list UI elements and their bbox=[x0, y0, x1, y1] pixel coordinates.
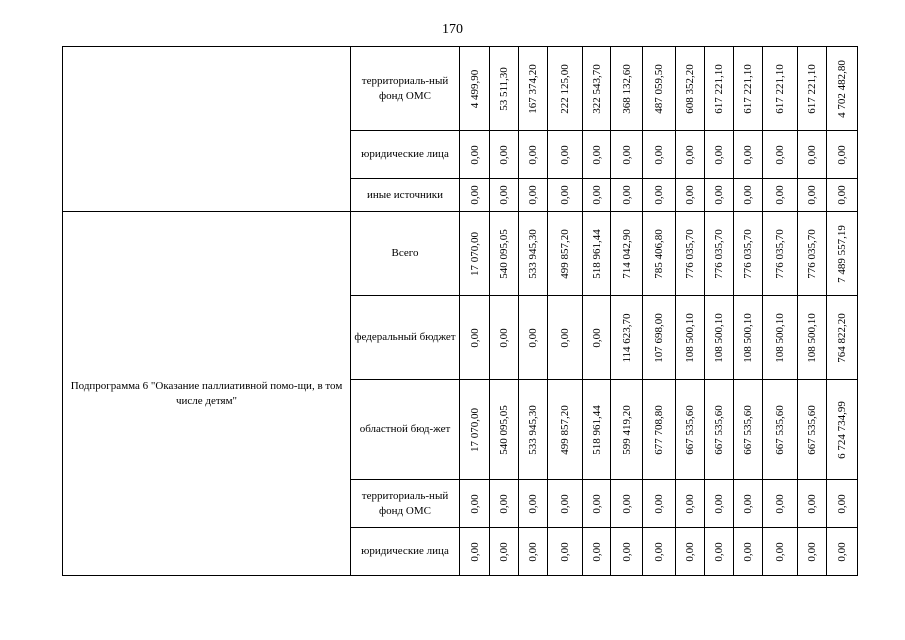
value-cell bbox=[705, 47, 734, 131]
value-text: 6 724 734,99 bbox=[835, 400, 848, 459]
value-text: 114 623,70 bbox=[620, 312, 633, 363]
value-cell bbox=[763, 480, 798, 528]
value-text: 0,00 bbox=[526, 541, 539, 562]
value-text: 764 822,20 bbox=[835, 312, 848, 363]
value-cell bbox=[548, 296, 583, 380]
value-text: 0,00 bbox=[741, 541, 754, 562]
value-text: 0,00 bbox=[741, 493, 754, 514]
value-cell bbox=[583, 212, 611, 296]
value-text: 108 500,10 bbox=[712, 312, 725, 363]
value-cell bbox=[676, 380, 705, 480]
funding-source-cell: юридические лица bbox=[351, 131, 460, 179]
value-text: 0,00 bbox=[805, 185, 818, 205]
value-cell bbox=[490, 528, 519, 576]
value-cell bbox=[611, 131, 643, 179]
value-cell bbox=[460, 380, 490, 480]
value-cell bbox=[734, 47, 763, 131]
value-cell bbox=[734, 528, 763, 576]
value-text: 617 221,10 bbox=[712, 63, 725, 114]
value-cell bbox=[583, 480, 611, 528]
value-cell bbox=[611, 179, 643, 212]
value-cell bbox=[519, 528, 548, 576]
value-text: 776 035,70 bbox=[805, 228, 818, 279]
value-text: 0,00 bbox=[683, 493, 696, 514]
table-row bbox=[63, 47, 858, 131]
value-text: 499 857,20 bbox=[558, 228, 571, 279]
table-row bbox=[63, 212, 858, 296]
value-cell bbox=[460, 47, 490, 131]
value-cell bbox=[734, 380, 763, 480]
funding-source-cell: юридические лица bbox=[351, 528, 460, 576]
value-cell bbox=[705, 131, 734, 179]
value-cell bbox=[519, 47, 548, 131]
value-text: 108 500,10 bbox=[773, 312, 786, 363]
value-text: 776 035,70 bbox=[773, 228, 786, 279]
value-text: 776 035,70 bbox=[683, 228, 696, 279]
value-text: 0,00 bbox=[835, 144, 848, 165]
value-cell bbox=[611, 528, 643, 576]
funding-source-cell: территориаль-ный фонд ОМС bbox=[351, 480, 460, 528]
value-text: 222 125,00 bbox=[558, 63, 571, 114]
funding-source-cell: Всего bbox=[351, 212, 460, 296]
value-text: 0,00 bbox=[590, 327, 603, 348]
value-cell bbox=[705, 480, 734, 528]
table-body bbox=[63, 47, 858, 576]
value-cell bbox=[490, 179, 519, 212]
value-text: 0,00 bbox=[773, 541, 786, 562]
page-number: 170 bbox=[442, 22, 463, 37]
value-text: 4 702 482,80 bbox=[835, 59, 848, 118]
value-text: 0,00 bbox=[590, 144, 603, 165]
value-text: 0,00 bbox=[558, 327, 571, 348]
value-cell bbox=[548, 131, 583, 179]
value-text: 0,00 bbox=[712, 144, 725, 165]
value-text: 0,00 bbox=[683, 185, 696, 205]
value-cell bbox=[519, 131, 548, 179]
value-cell bbox=[519, 212, 548, 296]
value-cell bbox=[798, 296, 827, 380]
value-cell bbox=[460, 528, 490, 576]
value-text: 776 035,70 bbox=[712, 228, 725, 279]
value-cell bbox=[583, 179, 611, 212]
value-cell bbox=[643, 212, 676, 296]
value-text: 0,00 bbox=[497, 144, 510, 165]
value-text: 0,00 bbox=[558, 493, 571, 514]
value-text: 0,00 bbox=[526, 185, 539, 205]
value-cell bbox=[827, 480, 858, 528]
value-cell bbox=[490, 131, 519, 179]
value-cell bbox=[548, 528, 583, 576]
value-cell bbox=[548, 212, 583, 296]
value-cell bbox=[827, 47, 858, 131]
value-text: 0,00 bbox=[620, 144, 633, 165]
value-cell bbox=[798, 179, 827, 212]
value-text: 0,00 bbox=[497, 541, 510, 562]
value-cell bbox=[519, 296, 548, 380]
value-text: 0,00 bbox=[468, 144, 481, 165]
value-text: 0,00 bbox=[683, 144, 696, 165]
value-cell bbox=[798, 131, 827, 179]
value-cell bbox=[734, 212, 763, 296]
value-text: 0,00 bbox=[558, 144, 571, 165]
value-text: 499 857,20 bbox=[558, 404, 571, 455]
value-text: 0,00 bbox=[712, 541, 725, 562]
value-text: 167 374,20 bbox=[526, 63, 539, 114]
value-cell bbox=[583, 380, 611, 480]
value-cell bbox=[705, 380, 734, 480]
value-text: 776 035,70 bbox=[741, 228, 754, 279]
value-cell bbox=[763, 212, 798, 296]
value-cell bbox=[763, 296, 798, 380]
value-cell bbox=[643, 380, 676, 480]
value-cell bbox=[643, 131, 676, 179]
value-cell bbox=[827, 380, 858, 480]
value-cell bbox=[676, 47, 705, 131]
value-text: 368 132,60 bbox=[620, 63, 633, 114]
value-text: 0,00 bbox=[526, 493, 539, 514]
value-text: 677 708,80 bbox=[652, 404, 665, 455]
value-text: 0,00 bbox=[590, 541, 603, 562]
value-cell bbox=[490, 480, 519, 528]
value-cell bbox=[611, 212, 643, 296]
value-text: 0,00 bbox=[590, 493, 603, 514]
value-cell bbox=[583, 528, 611, 576]
value-text: 533 945,30 bbox=[526, 404, 539, 455]
value-cell bbox=[798, 480, 827, 528]
value-cell bbox=[734, 179, 763, 212]
value-text: 0,00 bbox=[497, 493, 510, 514]
value-cell bbox=[827, 131, 858, 179]
value-cell bbox=[827, 528, 858, 576]
value-text: 0,00 bbox=[741, 144, 754, 165]
value-cell bbox=[798, 380, 827, 480]
value-text: 608 352,20 bbox=[683, 63, 696, 114]
value-cell bbox=[548, 47, 583, 131]
value-text: 0,00 bbox=[526, 327, 539, 348]
value-text: 0,00 bbox=[558, 185, 571, 205]
program-name-cell: Подпрограмма 6 "Оказание паллиативной помо-щи, в том числе детям" bbox=[63, 212, 351, 576]
value-text: 667 535,60 bbox=[805, 404, 818, 455]
value-cell bbox=[643, 296, 676, 380]
value-text: 0,00 bbox=[497, 327, 510, 348]
value-cell bbox=[611, 47, 643, 131]
value-cell bbox=[548, 380, 583, 480]
value-cell bbox=[705, 179, 734, 212]
value-cell bbox=[548, 480, 583, 528]
value-text: 0,00 bbox=[683, 541, 696, 562]
value-cell bbox=[676, 480, 705, 528]
value-text: 0,00 bbox=[652, 541, 665, 562]
value-text: 107 698,00 bbox=[652, 312, 665, 363]
value-cell bbox=[583, 47, 611, 131]
value-text: 4 499,90 bbox=[468, 69, 481, 108]
value-cell bbox=[583, 296, 611, 380]
value-cell bbox=[827, 179, 858, 212]
value-text: 518 961,44 bbox=[590, 228, 603, 279]
value-cell bbox=[763, 179, 798, 212]
value-text: 0,00 bbox=[773, 493, 786, 514]
value-cell bbox=[676, 131, 705, 179]
value-text: 0,00 bbox=[712, 185, 725, 205]
value-text: 667 535,60 bbox=[741, 404, 754, 455]
value-text: 540 095,05 bbox=[497, 228, 510, 279]
value-text: 322 543,70 bbox=[590, 63, 603, 114]
value-text: 0,00 bbox=[652, 144, 665, 165]
value-text: 0,00 bbox=[620, 493, 633, 514]
value-cell bbox=[460, 296, 490, 380]
value-cell bbox=[490, 47, 519, 131]
program-name-cell bbox=[63, 47, 351, 212]
funding-source-cell: территориаль-ный фонд ОМС bbox=[351, 47, 460, 131]
value-cell bbox=[548, 179, 583, 212]
value-cell bbox=[643, 179, 676, 212]
value-text: 0,00 bbox=[468, 541, 481, 562]
value-cell bbox=[583, 131, 611, 179]
value-text: 17 070,00 bbox=[468, 231, 481, 276]
budget-table bbox=[62, 46, 858, 576]
value-text: 0,00 bbox=[805, 541, 818, 562]
value-text: 540 095,05 bbox=[497, 404, 510, 455]
value-text: 108 500,10 bbox=[683, 312, 696, 363]
value-text: 599 419,20 bbox=[620, 404, 633, 455]
value-text: 53 511,30 bbox=[497, 66, 510, 111]
value-cell bbox=[705, 212, 734, 296]
value-text: 7 489 557,19 bbox=[835, 224, 848, 283]
value-text: 0,00 bbox=[741, 185, 754, 205]
value-cell bbox=[611, 296, 643, 380]
value-text: 0,00 bbox=[835, 493, 848, 514]
value-text: 518 961,44 bbox=[590, 404, 603, 455]
value-text: 667 535,60 bbox=[683, 404, 696, 455]
value-cell bbox=[490, 380, 519, 480]
value-text: 617 221,10 bbox=[805, 63, 818, 114]
value-cell bbox=[676, 212, 705, 296]
value-text: 0,00 bbox=[835, 185, 848, 205]
value-text: 0,00 bbox=[773, 144, 786, 165]
value-text: 108 500,10 bbox=[805, 312, 818, 363]
value-text: 487 059,50 bbox=[652, 63, 665, 114]
value-text: 0,00 bbox=[620, 541, 633, 562]
funding-source-cell: иные источники bbox=[351, 179, 460, 212]
value-cell bbox=[611, 380, 643, 480]
funding-source-cell: областной бюд-жет bbox=[351, 380, 460, 480]
value-text: 714 042,90 bbox=[620, 228, 633, 279]
value-text: 0,00 bbox=[652, 185, 665, 205]
value-cell bbox=[734, 480, 763, 528]
value-text: 667 535,60 bbox=[712, 404, 725, 455]
value-cell bbox=[460, 131, 490, 179]
value-cell bbox=[460, 179, 490, 212]
value-cell bbox=[611, 480, 643, 528]
value-text: 0,00 bbox=[620, 185, 633, 205]
value-text: 0,00 bbox=[558, 541, 571, 562]
value-text: 0,00 bbox=[468, 493, 481, 514]
value-text: 0,00 bbox=[805, 493, 818, 514]
value-text: 0,00 bbox=[468, 327, 481, 348]
funding-source-cell: федеральный бюджет bbox=[351, 296, 460, 380]
value-text: 0,00 bbox=[590, 185, 603, 205]
value-cell bbox=[676, 296, 705, 380]
value-cell bbox=[705, 296, 734, 380]
value-cell bbox=[763, 131, 798, 179]
value-cell bbox=[676, 528, 705, 576]
value-cell bbox=[676, 179, 705, 212]
value-cell bbox=[798, 47, 827, 131]
value-text: 533 945,30 bbox=[526, 228, 539, 279]
value-cell bbox=[490, 212, 519, 296]
value-cell bbox=[490, 296, 519, 380]
value-text: 0,00 bbox=[835, 541, 848, 562]
value-cell bbox=[643, 528, 676, 576]
value-cell bbox=[734, 131, 763, 179]
value-cell bbox=[827, 296, 858, 380]
value-cell bbox=[519, 480, 548, 528]
value-text: 0,00 bbox=[526, 144, 539, 165]
value-cell bbox=[643, 480, 676, 528]
value-text: 667 535,60 bbox=[773, 404, 786, 455]
value-cell bbox=[798, 528, 827, 576]
value-text: 617 221,10 bbox=[773, 63, 786, 114]
value-text: 0,00 bbox=[712, 493, 725, 514]
value-text: 617 221,10 bbox=[741, 63, 754, 114]
value-text: 785 406,80 bbox=[652, 228, 665, 279]
value-text: 17 070,00 bbox=[468, 407, 481, 452]
value-cell bbox=[460, 480, 490, 528]
value-text: 108 500,10 bbox=[741, 312, 754, 363]
value-cell bbox=[734, 296, 763, 380]
value-text: 0,00 bbox=[805, 144, 818, 165]
value-cell bbox=[519, 380, 548, 480]
value-cell bbox=[798, 212, 827, 296]
value-cell bbox=[643, 47, 676, 131]
value-cell bbox=[763, 380, 798, 480]
value-cell bbox=[705, 528, 734, 576]
value-cell bbox=[763, 528, 798, 576]
value-text: 0,00 bbox=[497, 185, 510, 205]
value-text: 0,00 bbox=[773, 185, 786, 205]
value-text: 0,00 bbox=[468, 185, 481, 205]
value-cell bbox=[460, 212, 490, 296]
value-cell bbox=[519, 179, 548, 212]
value-cell bbox=[827, 212, 858, 296]
value-text: 0,00 bbox=[652, 493, 665, 514]
value-cell bbox=[763, 47, 798, 131]
